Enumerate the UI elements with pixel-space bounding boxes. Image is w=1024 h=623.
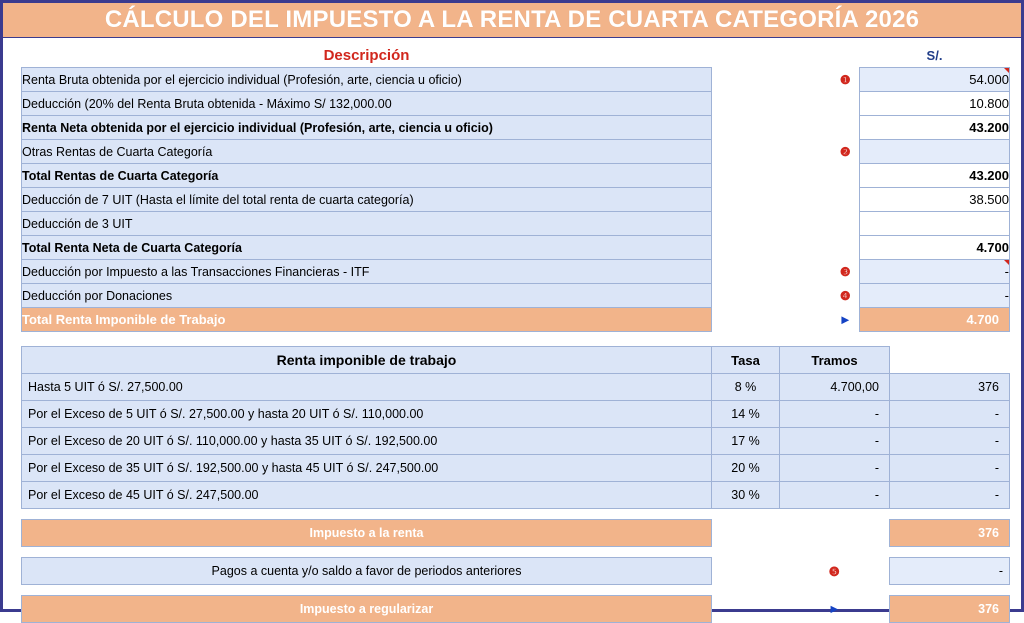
- total-imponible-value: 4.700: [860, 308, 1010, 332]
- row-marker: ❶: [839, 72, 851, 87]
- table-row: [22, 188, 1010, 212]
- tramos-row: [22, 455, 1010, 482]
- table-row: [22, 212, 1010, 236]
- row-gap: [712, 236, 832, 260]
- tramos-row: [22, 482, 1010, 509]
- pagos-cuenta-marker: ❺: [828, 564, 840, 579]
- table-row: [22, 116, 1010, 140]
- row-value: 43.200: [860, 164, 1010, 188]
- page-title: CÁLCULO DEL IMPUESTO A LA RENTA DE CUARTA CATEGORÍA 2026: [104, 6, 920, 33]
- tramos-concept: Por el Exceso de 5 UIT ó S/. 27,500.00 y hasta 20 UIT ó S/. 110,000.00: [22, 401, 712, 428]
- impuesto-regularizar-value: 376: [890, 596, 1010, 623]
- tramos-tasa: 30 %: [712, 482, 780, 509]
- tramos-concept: Hasta 5 UIT ó S/. 27,500.00: [22, 374, 712, 401]
- header-descripcion: Descripción: [323, 47, 410, 64]
- row-marker: ❷: [839, 144, 851, 159]
- tramos-row: [22, 374, 1010, 401]
- header-soles: S/.: [926, 48, 943, 63]
- row-gap: [712, 596, 780, 623]
- tramos-row: [22, 428, 1010, 455]
- row-label: Renta Neta obtenida por el ejercicio individual (Profesión, arte, ciencia u oficio): [22, 116, 712, 140]
- row-gap: [712, 260, 832, 284]
- table-row: [22, 236, 1010, 260]
- row-value-input[interactable]: 54.000: [860, 68, 1010, 92]
- tramos-concept: Por el Exceso de 35 UIT ó S/. 192,500.00 y hasta 45 UIT ó S/. 247,500.00: [22, 455, 712, 482]
- row-value: 4.700: [860, 236, 1010, 260]
- row-label: Deducción por Impuesto a las Transacciones Financieras - ITF: [22, 260, 712, 284]
- tramos-tasa: 8 %: [712, 374, 780, 401]
- tramos-tasa: 20 %: [712, 455, 780, 482]
- table-row: [22, 164, 1010, 188]
- row-gap: [712, 92, 832, 116]
- pagos-cuenta-label: Pagos a cuenta y/o saldo a favor de periodos anteriores: [22, 558, 712, 585]
- tramos-tasa: 14 %: [712, 401, 780, 428]
- tramos-header-tasa: Tasa: [712, 347, 780, 374]
- row-value-input[interactable]: -: [860, 284, 1010, 308]
- row-value: 43.200: [860, 116, 1010, 140]
- row-gap: [712, 116, 832, 140]
- row-marker: [832, 212, 860, 236]
- tramos-row: [22, 401, 1010, 428]
- header-spacer: [712, 44, 832, 68]
- row-label: Total Rentas de Cuarta Categoría: [22, 164, 712, 188]
- row-gap: [712, 68, 832, 92]
- total-imponible-label: Total Renta Imponible de Trabajo: [22, 308, 712, 332]
- tramos-amount: -: [780, 428, 890, 455]
- row-marker: [832, 164, 860, 188]
- row-gap: [712, 140, 832, 164]
- row-gap: [712, 520, 780, 547]
- row-marker: [832, 116, 860, 140]
- total-imponible-row: [22, 308, 1010, 332]
- tramos-header-row: [22, 347, 1010, 374]
- tramos-amount: -: [780, 401, 890, 428]
- pagos-cuenta-row: [22, 558, 1010, 585]
- row-value: 10.800: [860, 92, 1010, 116]
- row-label: Deducción de 3 UIT: [22, 212, 712, 236]
- table-row: [22, 260, 1010, 284]
- spacer: [22, 509, 1010, 520]
- row-gap: [712, 558, 780, 585]
- tramos-amount: -: [780, 482, 890, 509]
- row-value: [860, 212, 1010, 236]
- impuesto-renta-label: Impuesto a la renta: [22, 520, 712, 547]
- row-marker: ❸: [839, 264, 851, 279]
- row-gap: [712, 284, 832, 308]
- pagos-cuenta-value-input[interactable]: -: [890, 558, 1010, 585]
- tramos-header-concept: Renta imponible de trabajo: [22, 347, 712, 374]
- tramos-header-importe: [890, 347, 1010, 374]
- tramos-importe: -: [890, 482, 1010, 509]
- spacer: [22, 585, 1010, 596]
- impuesto-regularizar-label: Impuesto a regularizar: [22, 596, 712, 623]
- row-value-input[interactable]: [860, 140, 1010, 164]
- tramos-importe: -: [890, 455, 1010, 482]
- row-gap: [712, 164, 832, 188]
- row-gap: [780, 520, 890, 547]
- tramos-header-tramos: Tramos: [780, 347, 890, 374]
- main-section: [3, 44, 1021, 623]
- tramos-importe: -: [890, 428, 1010, 455]
- arrow-right-icon: ►: [838, 312, 852, 327]
- impuesto-renta-value: 376: [890, 520, 1010, 547]
- row-gap: [712, 308, 832, 332]
- tramos-amount: -: [780, 455, 890, 482]
- tramos-amount: 4.700,00: [780, 374, 890, 401]
- header-marker-spacer: [832, 44, 860, 68]
- table-row: [22, 284, 1010, 308]
- row-gap: [712, 212, 832, 236]
- row-marker: ❹: [839, 288, 851, 303]
- income-table: [21, 44, 1010, 332]
- tramos-concept: Por el Exceso de 20 UIT ó S/. 110,000.00 y hasta 35 UIT ó S/. 192,500.00: [22, 428, 712, 455]
- impuesto-regularizar-row: [22, 596, 1010, 623]
- table-row: [22, 92, 1010, 116]
- page-title-bar: [3, 3, 1021, 38]
- row-value-input[interactable]: -: [860, 260, 1010, 284]
- row-marker: [832, 92, 860, 116]
- row-marker: [832, 188, 860, 212]
- tramos-table: [21, 346, 1010, 623]
- tramos-importe: -: [890, 401, 1010, 428]
- impuesto-renta-row: [22, 520, 1010, 547]
- row-marker: [832, 236, 860, 260]
- row-label: Deducción de 7 UIT (Hasta el límite del total renta de cuarta categoría): [22, 188, 712, 212]
- tramos-importe: 376: [890, 374, 1010, 401]
- tramos-tasa: 17 %: [712, 428, 780, 455]
- row-label: Deducción (20% del Renta Bruta obtenida - Máximo S/ 132,000.00: [22, 92, 712, 116]
- table-row: [22, 140, 1010, 164]
- table-row: [22, 68, 1010, 92]
- table-header-row: [22, 44, 1010, 68]
- row-gap: [712, 188, 832, 212]
- row-label: Total Renta Neta de Cuarta Categoría: [22, 236, 712, 260]
- row-label: Otras Rentas de Cuarta Categoría: [22, 140, 712, 164]
- row-label: Renta Bruta obtenida por el ejercicio individual (Profesión, arte, ciencia u oficio): [22, 68, 712, 92]
- row-value: 38.500: [860, 188, 1010, 212]
- spacer: [22, 547, 1010, 558]
- tramos-concept: Por el Exceso de 45 UIT ó S/. 247,500.00: [22, 482, 712, 509]
- row-label: Deducción por Donaciones: [22, 284, 712, 308]
- arrow-right-icon: ►: [828, 602, 841, 616]
